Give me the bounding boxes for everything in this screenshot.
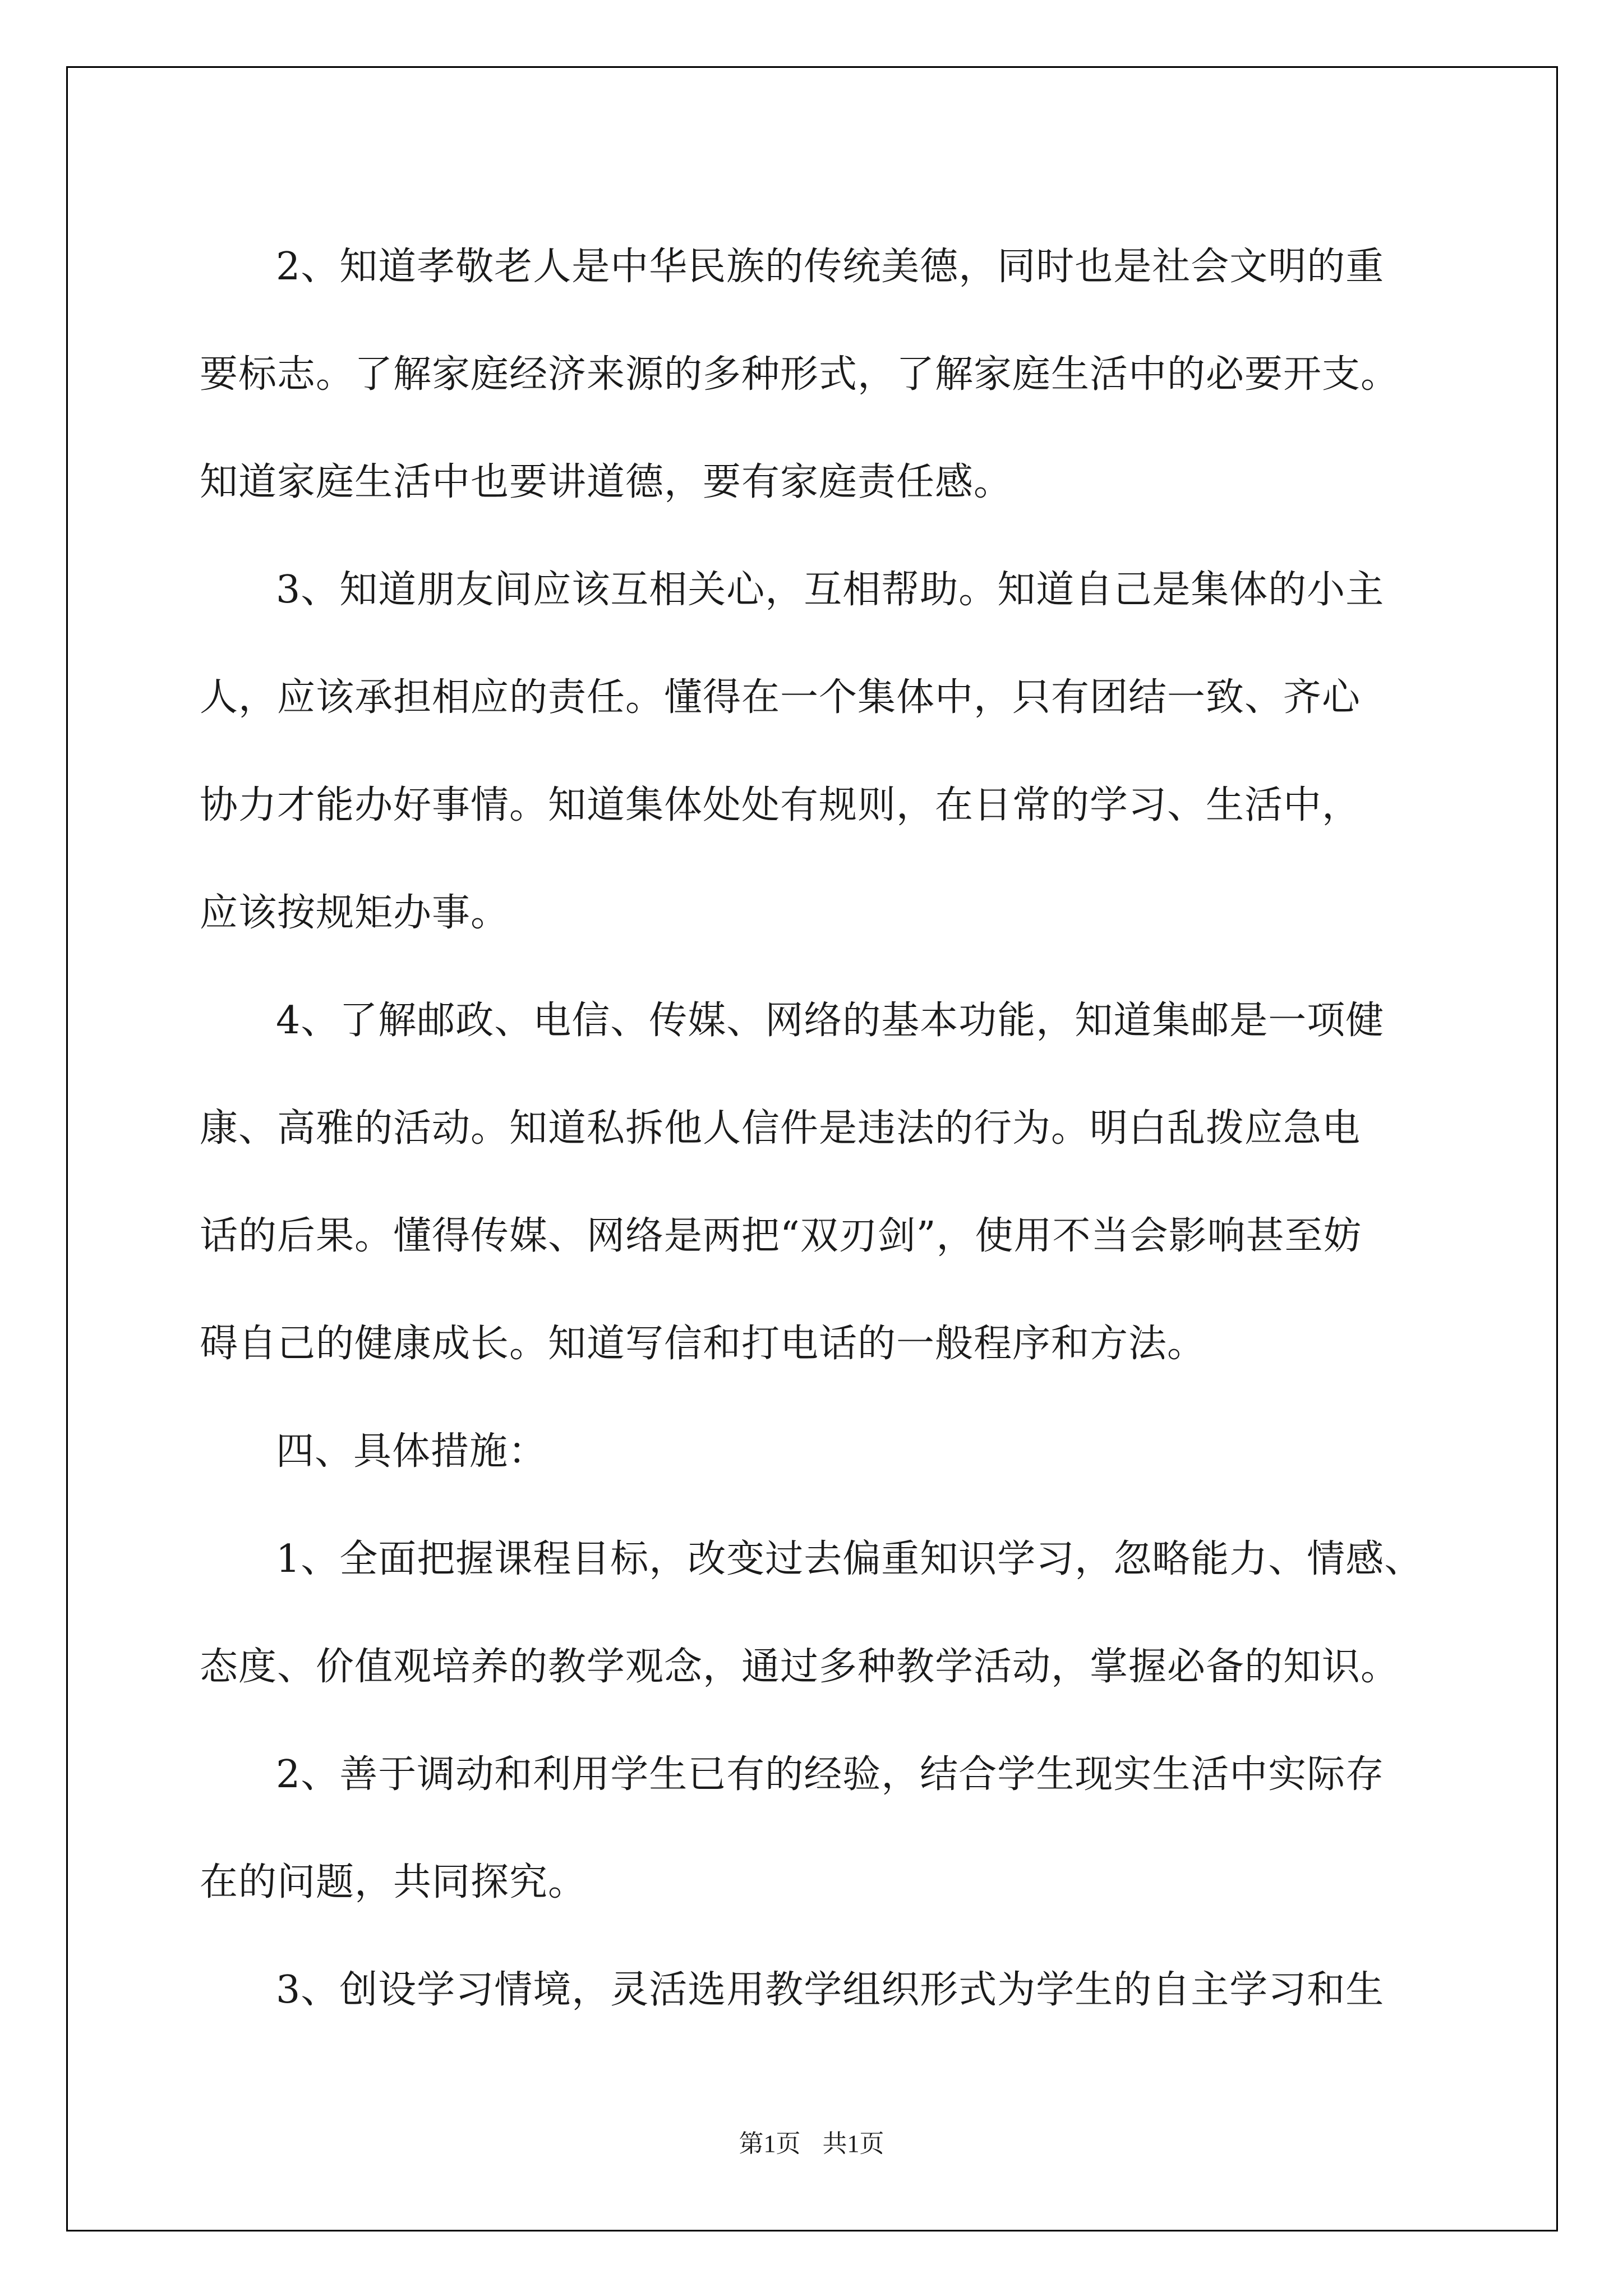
text-line: 1、全面把握课程目标，改变过去偏重知识学习，忽略能力、情感、 [276,1537,1423,1581]
text-line: 3、知道朋友间应该互相关心，互相帮助。知道自己是集体的小主 [276,568,1385,612]
text-line: 在的问题，共同探究。 [200,1860,587,1904]
text-line: 话的后果。懂得传媒、网络是两把“双刃剑”，使用不当会影响甚至妨 [200,1214,1362,1258]
text-line: 康、高雅的活动。知道私拆他人信件是违法的行为。明白乱拨应急电 [200,1106,1361,1151]
text-line: 知道家庭生活中也要讲道德，要有家庭责任感。 [200,460,1013,504]
text-line: 4、了解邮政、电信、传媒、网络的基本功能，知道集邮是一项健 [276,999,1385,1043]
text-line: 四、具体措施： [276,1429,547,1474]
page-number-current: 第1页 [739,2130,801,2157]
text-line: 3、创设学习情境，灵活选用教学组织形式为学生的自主学习和生 [276,1968,1385,2012]
text-line: 态度、价值观培养的教学观念，通过多种教学活动，掌握必备的知识。 [200,1645,1400,1689]
page-footer [0,2123,1623,2159]
text-line: 协力才能办好事情。知道集体处处有规则，在日常的学习、生活中， [200,783,1361,827]
body-text [200,213,1433,2044]
page-number-total: 共1页 [822,2130,884,2157]
text-line: 2、善于调动和利用学生已有的经验，结合学生现实生活中实际存 [276,1752,1385,1797]
text-line: 人，应该承担相应的责任。懂得在一个集体中，只有团结一致、齐心 [200,675,1361,720]
text-line: 2、知道孝敬老人是中华民族的传统美德，同时也是社会文明的重 [276,245,1385,289]
text-line: 应该按规矩办事。 [200,891,510,935]
text-line: 碍自己的健康成长。知道写信和打电话的一般程序和方法。 [200,1322,1206,1366]
text-line: 要标志。了解家庭经济来源的多种形式，了解家庭生活中的必要开支。 [200,352,1400,397]
